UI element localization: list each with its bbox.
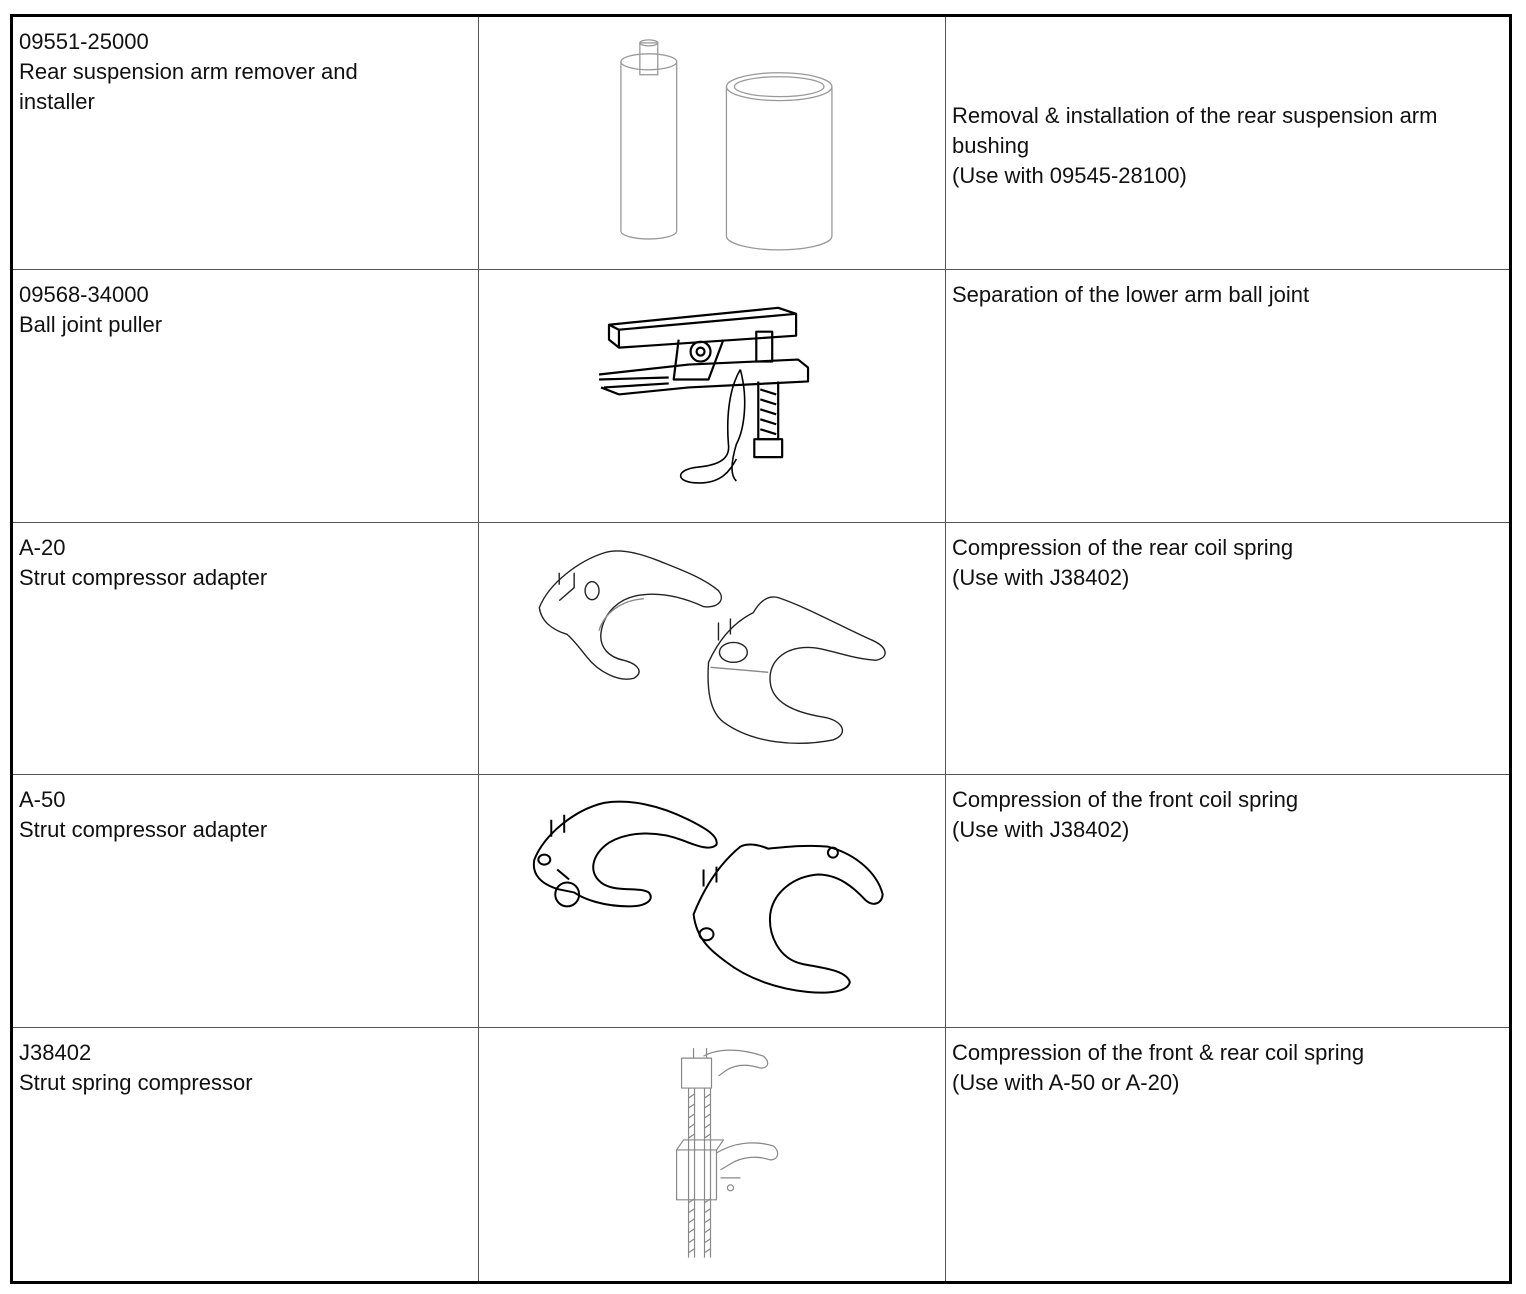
tool-name-cell bbox=[13, 270, 479, 523]
description-line: Compression of the rear coil spring bbox=[952, 534, 1294, 560]
tool-description-cell bbox=[946, 775, 1509, 1028]
part-number: A-50 bbox=[19, 787, 66, 813]
ball-joint-puller-illustration bbox=[479, 270, 946, 523]
tool-name: Strut compressor adapter bbox=[19, 564, 268, 590]
tool-name-cell bbox=[13, 523, 479, 776]
strut-spring-compressor-illustration bbox=[479, 1028, 946, 1281]
description-line: Removal & installation of the rear suspension arm bushing bbox=[952, 103, 1444, 158]
description-line: (Use with A-50 or A-20) bbox=[952, 1070, 1180, 1096]
rear-suspension-arm-remover-installer-illustration bbox=[479, 17, 946, 270]
tool-name-cell bbox=[13, 1028, 479, 1281]
part-number: J38402 bbox=[19, 1040, 92, 1066]
special-tools-table bbox=[10, 14, 1512, 1284]
tool-name: Rear suspension arm remover and installer bbox=[19, 59, 364, 114]
part-number: 09568-34000 bbox=[19, 281, 149, 307]
tool-name: Ball joint puller bbox=[19, 311, 163, 337]
tool-description-cell bbox=[946, 523, 1509, 776]
strut-compressor-adapter-a50-illustration bbox=[479, 775, 946, 1028]
description-line: Separation of the lower arm ball joint bbox=[952, 281, 1310, 307]
tool-description-cell bbox=[946, 1028, 1509, 1281]
description-line: (Use with J38402) bbox=[952, 817, 1130, 843]
description-line: (Use with J38402) bbox=[952, 564, 1130, 590]
tool-description-cell bbox=[946, 17, 1509, 270]
tool-name-cell bbox=[13, 17, 479, 270]
tool-name: Strut compressor adapter bbox=[19, 817, 268, 843]
description-line: Compression of the front & rear coil spring bbox=[952, 1040, 1365, 1066]
part-number: 09551-25000 bbox=[19, 29, 149, 54]
description-line: (Use with 09545-28100) bbox=[952, 163, 1187, 188]
tool-description-cell bbox=[946, 270, 1509, 523]
description-line: Compression of the front coil spring bbox=[952, 787, 1299, 813]
part-number: A-20 bbox=[19, 534, 66, 560]
tool-name: Strut spring compressor bbox=[19, 1070, 253, 1096]
strut-compressor-adapter-a20-illustration bbox=[479, 523, 946, 776]
tool-name-cell bbox=[13, 775, 479, 1028]
